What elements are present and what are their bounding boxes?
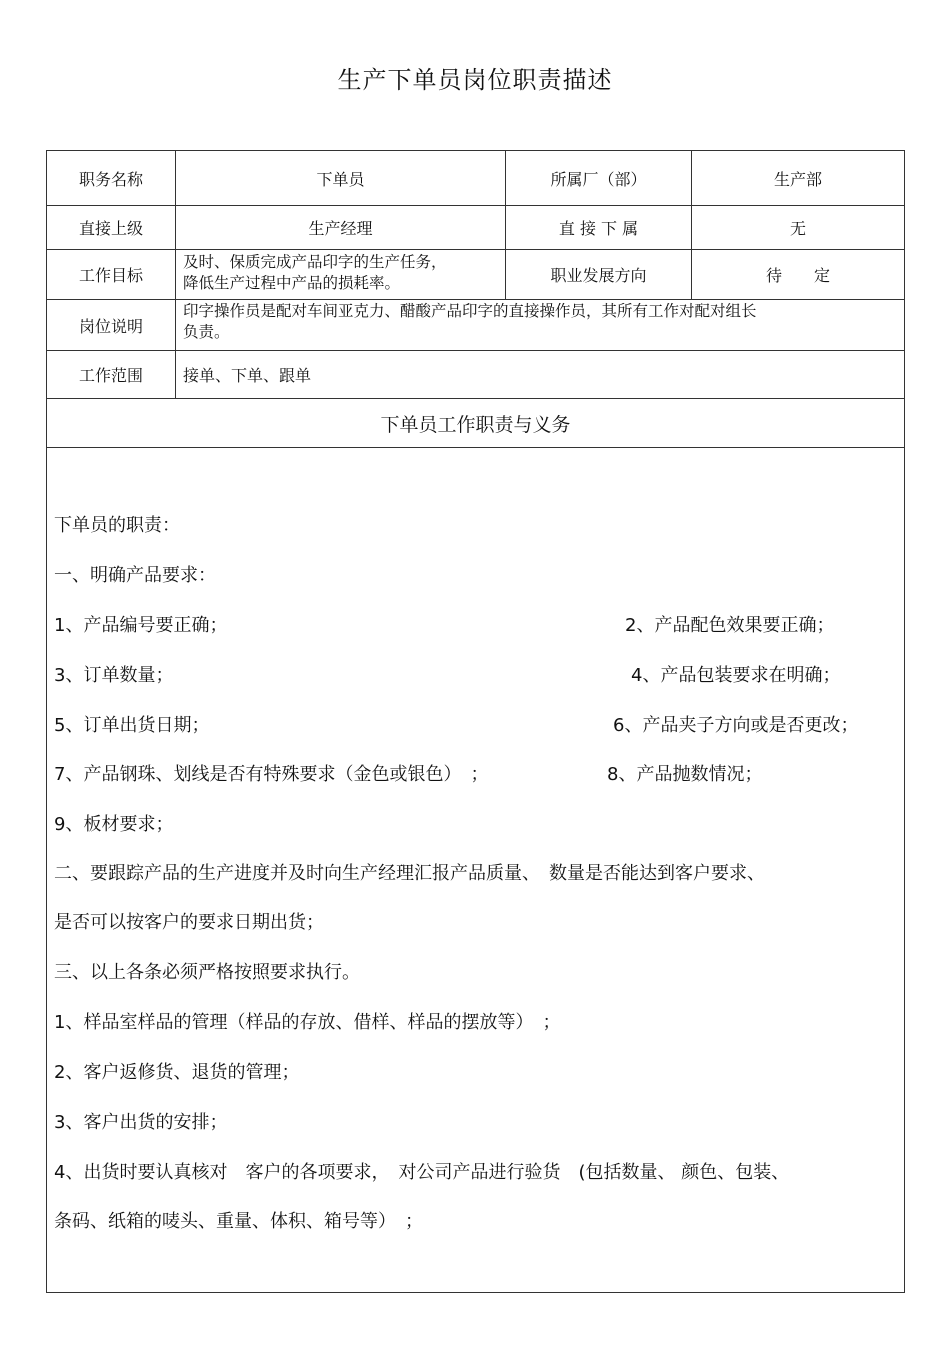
- position-description-line: 负责。: [183, 323, 230, 341]
- work-goal-line: 及时、保质完成产品印字的生产任务，: [183, 252, 447, 271]
- page-title: 生产下单员岗位职责描述: [337, 66, 613, 94]
- requirement-item: 4、产品包装要求在明确；: [631, 665, 841, 686]
- section-title: 下单员工作职责与义务: [380, 413, 571, 436]
- label-work-scope: 工作范围: [78, 366, 143, 385]
- work-goal-line: 降低生产过程中产品的损耗率。: [183, 273, 401, 292]
- label-position-description: 岗位说明: [78, 316, 143, 336]
- label-direct-superior: 直接上级: [78, 219, 143, 238]
- value-job-title: 下单员: [316, 169, 365, 189]
- label-career-path: 职业发展方向: [550, 266, 647, 285]
- job-description-table: [46, 150, 905, 1293]
- tracking-paragraph-line: 二、要跟踪产品的生产进度并及时向生产经理汇报产品质量、 数量是否能达到客户要求、: [54, 863, 765, 884]
- requirement-item: 5、订单出货日期；: [54, 715, 210, 736]
- duties-intro: 下单员的职责：: [54, 515, 180, 536]
- duty-item: 3、客户出货的安排；: [54, 1112, 228, 1133]
- value-department: 生产部: [773, 169, 822, 189]
- requirement-item: 2、产品配色效果要正确；: [625, 615, 835, 636]
- label-direct-subordinate: 直 接 下 属: [558, 219, 639, 238]
- value-career-path: 待 定: [765, 266, 830, 285]
- requirement-item: 1、产品编号要正确；: [54, 615, 228, 636]
- label-job-title: 职务名称: [78, 169, 143, 189]
- requirement-item: 6、产品夹子方向或是否更改；: [613, 715, 859, 736]
- position-description-line: 印字操作员是配对车间亚克力、醋酸产品印字的直接操作员，其所有工作对配对组长: [183, 302, 757, 320]
- value-position-description: [176, 297, 904, 347]
- heading-product-requirements: 一、明确产品要求：: [54, 565, 216, 586]
- value-work-goal: [176, 248, 505, 297]
- requirement-item: 7、产品钢珠、划线是否有特殊要求（金色或银色） ；: [54, 764, 489, 785]
- label-work-goal: 工作目标: [78, 266, 143, 285]
- duty-item-line: 条码、纸箱的唛头、重量、体积、箱号等） ；: [54, 1211, 423, 1232]
- label-department: 所属厂（部）: [550, 169, 647, 189]
- duty-item: 1、样品室样品的管理（样品的存放、借样、样品的摆放等） ；: [54, 1012, 561, 1033]
- row-divider: [47, 447, 904, 448]
- requirement-item: 3、订单数量；: [54, 665, 174, 686]
- duty-item: 2、客户返修货、退货的管理；: [54, 1062, 300, 1083]
- requirement-item: 9、板材要求；: [54, 814, 174, 835]
- value-direct-superior: 生产经理: [308, 219, 373, 238]
- value-work-scope: 接单、下单、跟单: [183, 366, 312, 385]
- duty-item-line: 4、出货时要认真核对 客户的各项要求， 对公司产品进行验货 (包括数量、 颜色、包装、: [54, 1162, 790, 1183]
- requirement-item: 8、产品抛数情况；: [607, 764, 763, 785]
- heading-strict-execution: 三、以上各条必须严格按照要求执行。: [54, 962, 360, 983]
- tracking-paragraph-line: 是否可以按客户的要求日期出货；: [54, 912, 324, 933]
- value-direct-subordinate: 无: [789, 219, 806, 238]
